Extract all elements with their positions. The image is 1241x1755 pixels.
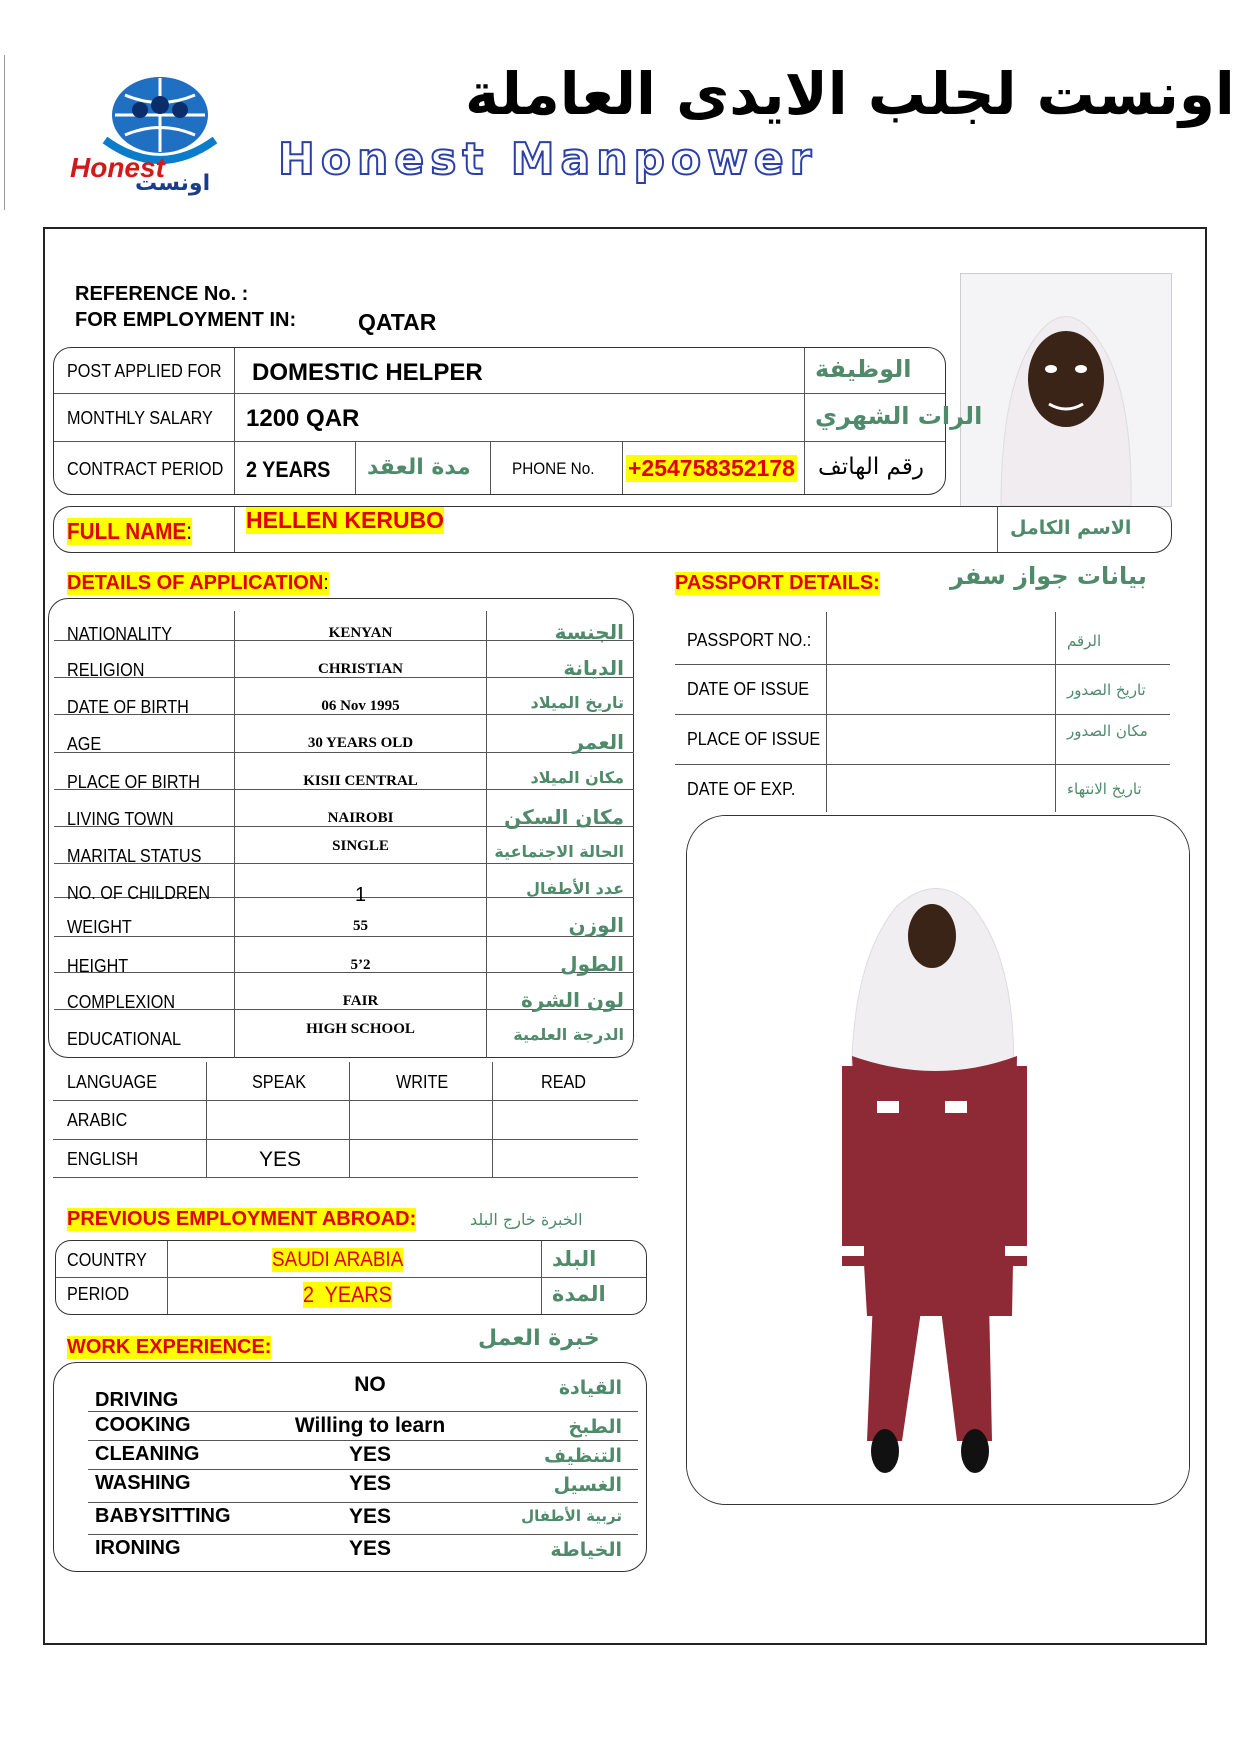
work-label: DRIVING bbox=[95, 1389, 179, 1411]
period-label: PERIOD bbox=[67, 1284, 130, 1304]
date-of-issue-ar: تاريخ الصدور bbox=[1067, 681, 1146, 699]
passport-ar: بيانات جواز سفر bbox=[950, 562, 1147, 590]
detail-value: 1 bbox=[354, 884, 367, 906]
divider bbox=[206, 1062, 207, 1177]
phone-ar: رقم الهاتف bbox=[818, 454, 924, 480]
language-arabic: ARABIC bbox=[67, 1110, 128, 1130]
detail-value: 06 Nov 1995 bbox=[321, 698, 400, 714]
salary-label: MONTHLY SALARY bbox=[67, 408, 213, 428]
work-label: BABYSITTING bbox=[95, 1505, 231, 1527]
portrait-photo bbox=[960, 273, 1172, 507]
work-ar: خبرة العمل bbox=[478, 1326, 600, 1351]
detail-ar: الحالة الاجتماعية bbox=[494, 842, 624, 861]
language-header: LANGUAGE bbox=[67, 1072, 158, 1092]
prev-ar: الخبرة خارج البلد bbox=[470, 1210, 583, 1229]
work-value: Willing to learn bbox=[294, 1414, 446, 1437]
divider bbox=[234, 611, 235, 1058]
place-of-issue-ar: مكان الصدور bbox=[1067, 722, 1148, 740]
divider bbox=[53, 1177, 638, 1178]
language-english: ENGLISH bbox=[67, 1149, 139, 1169]
divider bbox=[675, 764, 1170, 765]
period-ar: المدة bbox=[552, 1282, 606, 1306]
full-name-ar: الاسم الكامل bbox=[1010, 517, 1132, 539]
work-label: CLEANING bbox=[95, 1443, 200, 1465]
divider bbox=[53, 1139, 638, 1140]
work-value: NO bbox=[354, 1373, 386, 1396]
detail-ar: مكان السكن bbox=[504, 805, 624, 829]
detail-value: SINGLE bbox=[332, 838, 389, 854]
passport-no-ar: الرقم bbox=[1067, 632, 1102, 650]
detail-value: 5’2 bbox=[350, 957, 371, 973]
detail-label: HEIGHT bbox=[67, 956, 129, 976]
divider bbox=[88, 1411, 638, 1412]
detail-ar: الطول bbox=[560, 952, 624, 976]
post-value: DOMESTIC HELPER bbox=[252, 359, 483, 386]
english-speak: YES bbox=[259, 1148, 302, 1171]
divider bbox=[167, 1241, 168, 1314]
place-of-issue-label: PLACE OF ISSUE bbox=[687, 729, 821, 749]
full-name-box bbox=[53, 506, 1172, 553]
salary-value: 1200 QAR bbox=[246, 405, 360, 432]
work-ar: الخياطة bbox=[550, 1539, 622, 1561]
detail-value: 55 bbox=[353, 918, 368, 934]
detail-ar: عدد الأطفال bbox=[526, 879, 624, 898]
divider bbox=[234, 348, 235, 494]
detail-ar: الجنسة bbox=[554, 620, 624, 644]
contract-value: 2 YEARS bbox=[246, 457, 331, 482]
detail-ar: الوزن bbox=[568, 913, 624, 937]
detail-label: NO. OF CHILDREN bbox=[67, 883, 211, 903]
divider bbox=[622, 442, 623, 494]
detail-label: MARITAL STATUS bbox=[67, 846, 202, 866]
detail-ar: لون الشرة bbox=[520, 988, 624, 1012]
detail-ar: الديانة bbox=[563, 656, 624, 680]
detail-value: 30 YEARS OLD bbox=[307, 735, 414, 751]
divider bbox=[54, 393, 945, 394]
detail-value: KENYAN bbox=[328, 625, 393, 641]
passport-title: PASSPORT DETAILS: bbox=[675, 572, 880, 594]
write-header: WRITE bbox=[396, 1072, 449, 1092]
divider bbox=[88, 1469, 638, 1470]
divider bbox=[997, 507, 998, 552]
divider bbox=[56, 1277, 646, 1278]
detail-label: AGE bbox=[67, 734, 102, 754]
detail-value: HIGH SCHOOL bbox=[306, 1021, 415, 1037]
work-label: COOKING bbox=[95, 1414, 191, 1436]
divider bbox=[675, 664, 1170, 665]
detail-value: KISII CENTRAL bbox=[303, 773, 418, 789]
work-label: IRONING bbox=[95, 1537, 181, 1559]
employment-value: QATAR bbox=[358, 309, 437, 335]
detail-ar: تاريخ الميلاد bbox=[530, 693, 624, 712]
work-value: YES bbox=[348, 1472, 392, 1495]
divider bbox=[54, 441, 945, 442]
details-title: DETAILS OF APPLICATION: bbox=[67, 572, 329, 594]
work-value: YES bbox=[348, 1443, 392, 1466]
divider bbox=[826, 612, 827, 812]
header-english-title: Honest Manpower bbox=[278, 134, 818, 185]
work-label: WASHING bbox=[95, 1472, 191, 1494]
divider bbox=[54, 936, 634, 937]
date-of-issue-label: DATE OF ISSUE bbox=[687, 679, 810, 699]
post-label: POST APPLIED FOR bbox=[67, 361, 222, 381]
detail-label: RELIGION bbox=[67, 660, 145, 680]
detail-value: FAIR bbox=[342, 993, 379, 1009]
divider bbox=[88, 1534, 638, 1535]
divider bbox=[234, 507, 235, 552]
date-of-exp-ar: تاريخ الانتهاء bbox=[1067, 780, 1142, 798]
company-logo bbox=[65, 70, 250, 195]
logo-text-en: Honest bbox=[70, 152, 165, 183]
reference-label: REFERENCE No. : bbox=[75, 283, 249, 305]
left-edge-line bbox=[4, 55, 5, 210]
full-name-value: HELLEN KERUBO bbox=[246, 507, 445, 533]
divider bbox=[486, 611, 487, 1058]
speak-header: SPEAK bbox=[252, 1072, 307, 1092]
work-ar: الطبخ bbox=[568, 1416, 622, 1438]
contract-label: CONTRACT PERIOD bbox=[67, 459, 224, 479]
divider bbox=[490, 442, 491, 494]
detail-ar: العمر bbox=[572, 730, 624, 754]
divider bbox=[54, 752, 634, 753]
country-value: SAUDI ARABIA bbox=[272, 1248, 404, 1271]
detail-value: CHRISTIAN bbox=[317, 661, 404, 677]
contract-ar: مدة العقد bbox=[367, 455, 471, 480]
detail-label: PLACE OF BIRTH bbox=[67, 772, 200, 792]
divider bbox=[804, 348, 805, 494]
salary-ar: الرات الشهري bbox=[815, 402, 983, 430]
prev-title: PREVIOUS EMPLOYMENT ABROAD: bbox=[67, 1208, 417, 1230]
detail-label: WEIGHT bbox=[67, 917, 132, 937]
full-body-photo bbox=[687, 816, 1190, 1505]
country-ar: البلد bbox=[552, 1247, 597, 1271]
detail-ar: الدرجة العلمية bbox=[513, 1025, 624, 1044]
passport-no-label: PASSPORT NO.: bbox=[687, 630, 812, 650]
detail-ar: مكان الميلاد bbox=[530, 768, 624, 787]
divider bbox=[675, 714, 1170, 715]
divider bbox=[1055, 612, 1056, 812]
full-name-label: FULL NAME: bbox=[67, 518, 192, 544]
date-of-exp-label: DATE OF EXP. bbox=[687, 779, 796, 799]
work-value: YES bbox=[348, 1505, 392, 1528]
passport-table bbox=[675, 612, 1170, 812]
header-arabic-title: اونست لجلب الايدى العاملة bbox=[465, 60, 1235, 128]
phone-label: PHONE No. bbox=[512, 459, 595, 478]
phone-value: +254758352178 bbox=[628, 455, 795, 481]
divider bbox=[541, 1241, 542, 1314]
detail-label: COMPLEXION bbox=[67, 992, 176, 1012]
work-ar: الغسيل bbox=[553, 1474, 622, 1496]
work-ar: التنظيف bbox=[543, 1445, 622, 1467]
divider bbox=[53, 1100, 638, 1101]
read-header: READ bbox=[541, 1072, 587, 1092]
detail-label: DATE OF BIRTH bbox=[67, 697, 189, 717]
detail-label: LIVING TOWN bbox=[67, 809, 174, 829]
divider bbox=[492, 1062, 493, 1177]
work-value: YES bbox=[348, 1537, 392, 1560]
employment-label: FOR EMPLOYMENT IN: bbox=[75, 309, 297, 331]
country-label: COUNTRY bbox=[67, 1250, 147, 1270]
period-value: 2 YEARS bbox=[303, 1282, 392, 1307]
post-ar: الوظيفة bbox=[815, 355, 912, 383]
work-title: WORK EXPERIENCE: bbox=[67, 1336, 272, 1358]
divider bbox=[355, 442, 356, 494]
divider bbox=[349, 1062, 350, 1177]
divider bbox=[88, 1440, 638, 1441]
divider bbox=[88, 1502, 638, 1503]
logo-text-ar: اونست bbox=[135, 170, 211, 195]
detail-label: NATIONALITY bbox=[67, 624, 173, 644]
detail-label: EDUCATIONAL bbox=[67, 1029, 182, 1049]
work-ar: القيادة bbox=[558, 1377, 622, 1399]
work-ar: تربية الأطفال bbox=[521, 1507, 622, 1525]
detail-value: NAIROBI bbox=[327, 810, 394, 826]
full-body-photo-frame bbox=[686, 815, 1190, 1505]
